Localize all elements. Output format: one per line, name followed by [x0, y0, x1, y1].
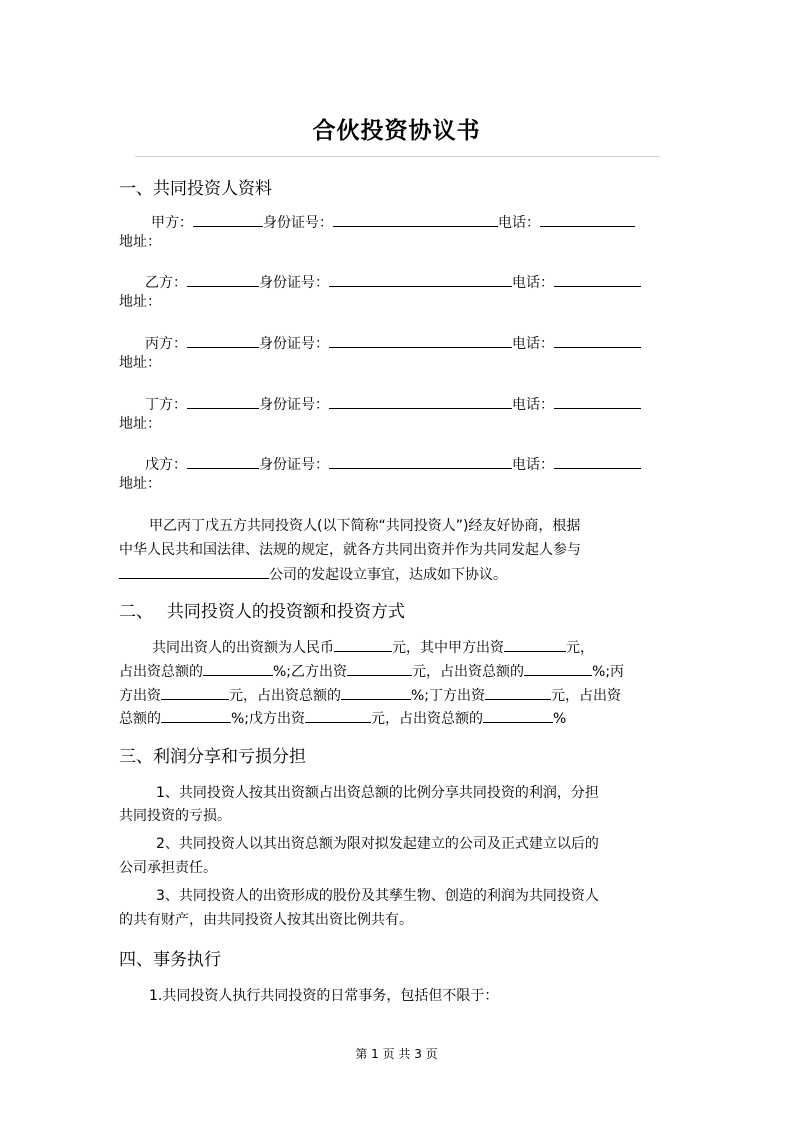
party-d-row — [119, 393, 679, 415]
investment-line-3 — [119, 684, 679, 706]
party-b-row — [119, 271, 679, 293]
investment-text: %;戊方出资 — [231, 711, 306, 727]
party-c-percent-blank — [341, 684, 411, 700]
id-label: 身份证号： — [259, 336, 329, 352]
title-divider — [135, 156, 660, 157]
party-d-percent-blank — [161, 707, 231, 723]
party-b-id-blank — [329, 271, 512, 287]
party-e-address: 地址： — [119, 476, 161, 492]
party-d-id-blank — [329, 393, 512, 409]
investment-text: 方出资 — [119, 688, 161, 704]
party-a-amount-blank — [504, 636, 566, 652]
clause-3-1-line-2: 共同投资的亏损。 — [119, 808, 231, 824]
section-4-heading: 四、事务执行 — [119, 950, 221, 970]
id-label: 身份证号： — [259, 275, 329, 291]
party-e-id-blank — [329, 453, 512, 469]
party-d-address: 地址： — [119, 416, 161, 432]
party-e-label: 戊方： — [145, 457, 187, 473]
party-b-label: 乙方： — [145, 275, 187, 291]
investment-text: % — [553, 711, 567, 727]
section-3-heading: 三、利润分享和亏损分担 — [119, 747, 306, 767]
investment-text: 占出资总额的 — [119, 664, 203, 680]
party-a-label: 甲方： — [151, 215, 193, 231]
party-e-phone-blank — [554, 453, 641, 469]
party-d-label: 丁方： — [145, 397, 187, 413]
phone-label: 电话： — [512, 336, 554, 352]
party-e-name-blank — [187, 453, 259, 469]
clause-3-2-line-1: 2、共同投资人以其出资总额为限对拟发起建立的公司及正式建立以后的 — [156, 836, 599, 852]
clause-3-3-line-2: 的共有财产，由共同投资人按其出资比例共有。 — [119, 912, 413, 928]
party-c-name-blank — [187, 332, 259, 348]
party-b-name-blank — [187, 271, 259, 287]
intro-line-3-text: 公司的发起设立事宜，达成如下协议。 — [269, 567, 507, 583]
phone-label: 电话： — [512, 275, 554, 291]
investment-line-4 — [119, 707, 679, 729]
section-1-heading: 一、共同投资人资料 — [119, 179, 272, 199]
investment-text: 共同出资人的出资额为人民币 — [152, 640, 334, 656]
phone-label: 电话： — [512, 457, 554, 473]
investment-text: 总额的 — [119, 711, 161, 727]
investment-text: %;乙方出资 — [273, 664, 348, 680]
party-a-address: 地址： — [119, 234, 161, 250]
total-amount-blank — [334, 636, 392, 652]
party-c-phone-blank — [554, 332, 641, 348]
intro-line-2: 中华人民共和国法律、法规的规定，就各方共同出资并作为共同发起人参与 — [119, 542, 581, 558]
party-b-amount-blank — [347, 660, 412, 676]
party-a-row — [119, 211, 679, 233]
party-c-id-blank — [329, 332, 512, 348]
intro-line-1: 甲乙丙丁戊五方共同投资人(以下简称“共同投资人”)经友好协商，根据 — [149, 518, 581, 534]
id-label: 身份证号： — [263, 215, 333, 231]
investment-text: 元，其中甲方出资 — [392, 640, 504, 656]
investment-line-2 — [119, 660, 679, 682]
party-e-percent-blank — [483, 707, 553, 723]
investment-text: %;丁方出资 — [411, 688, 486, 704]
clause-3-1-line-1: 1、共同投资人按其出资额占出资总额的比例分享共同投资的利润，分担 — [156, 785, 599, 801]
id-label: 身份证号： — [259, 457, 329, 473]
party-c-amount-blank — [161, 684, 229, 700]
party-c-label: 丙方： — [145, 336, 187, 352]
party-c-address: 地址： — [119, 355, 161, 371]
investment-text: 元， — [566, 640, 594, 656]
party-a-phone-blank — [540, 211, 635, 227]
party-a-id-blank — [333, 211, 498, 227]
investment-line-1 — [119, 636, 679, 658]
document-title: 合伙投资协议书 — [312, 117, 481, 144]
investment-text: 元，占出资总额的 — [412, 664, 525, 680]
clause-3-3-line-1: 3、共同投资人的出资形成的股份及其孳生物、创造的利润为共同投资人 — [156, 888, 599, 904]
party-b-percent-blank — [524, 660, 592, 676]
party-b-phone-blank — [554, 271, 641, 287]
clause-4-1: 1.共同投资人执行共同投资的日常事务，包括但不限于： — [149, 988, 499, 1004]
clause-3-2-line-2: 公司承担责任。 — [119, 860, 217, 876]
phone-label: 电话： — [512, 397, 554, 413]
party-a-name-blank — [193, 211, 263, 227]
investment-text: 元，占出资 — [551, 688, 622, 704]
party-c-row — [119, 332, 679, 354]
page-number: 第 1 页 共 3 页 — [355, 1047, 438, 1061]
investment-text: 元，占出资总额的 — [229, 688, 341, 704]
party-d-phone-blank — [554, 393, 641, 409]
investment-text: %;丙 — [592, 664, 625, 680]
party-d-name-blank — [187, 393, 259, 409]
section-2-heading: 二、 共同投资人的投资额和投资方式 — [119, 602, 405, 622]
company-name-blank — [119, 563, 269, 579]
id-label: 身份证号： — [259, 397, 329, 413]
party-a-percent-blank — [203, 660, 273, 676]
party-e-amount-blank — [305, 707, 371, 723]
party-b-address: 地址： — [119, 294, 161, 310]
intro-line-3 — [119, 563, 679, 585]
party-e-row — [119, 453, 679, 475]
party-d-amount-blank — [485, 684, 551, 700]
phone-label: 电话： — [498, 215, 540, 231]
investment-text: 元，占出资总额的 — [371, 711, 484, 727]
